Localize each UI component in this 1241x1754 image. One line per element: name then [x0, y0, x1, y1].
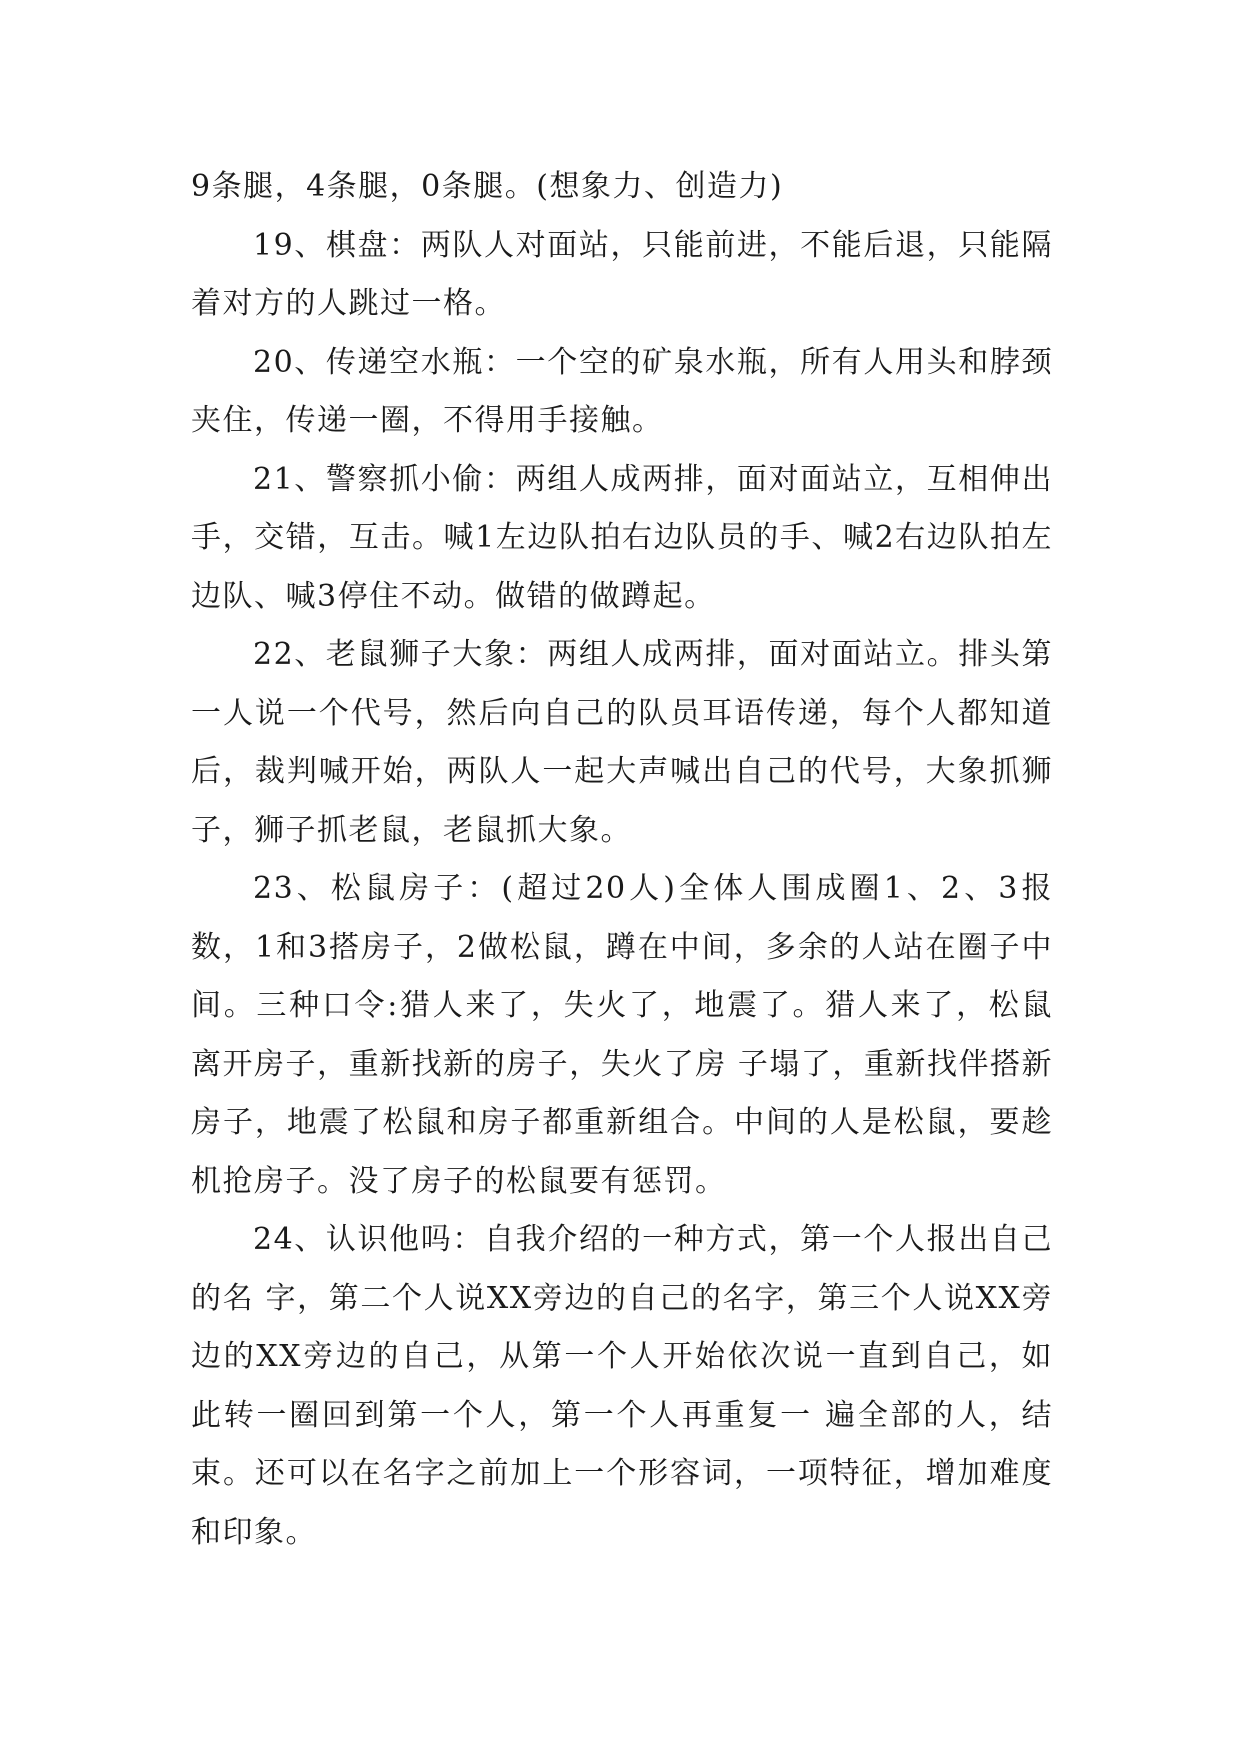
paragraph-item-24: 24、认识他吗：自我介绍的一种方式，第一个人报出自己的名 字，第二个人说XX旁边的自己的名字，第三个人说XX旁边的XX旁边的自己，从第一个人开始依次说一直到自己，如此转一圈回到第一个人，第一个人再重复一 遍全部的人，结束。还可以在名字之前加上一个形容词，一项特征，增加难度和印象。: [191, 1222, 1053, 1550]
paragraph-item-21: 21、警察抓小偷：两组人成两排，面对面站立，互相伸出手，交错，互击。喊1左边队拍右边队员的手、喊2右边队拍左边队、喊3停住不动。做错的做蹲起。: [191, 461, 1053, 614]
paragraph-continuation: 9条腿，4条腿，0条腿。(想象力、创造力): [191, 169, 784, 204]
paragraph-item-23: 23、松鼠房子：(超过20人)全体人围成圈1、2、3报数，1和3搭房子，2做松鼠，蹲在中间，多余的人站在圈子中间。三种口令:猎人来了，失火了，地震了。猎人来了，松鼠离开房子，重新找新的房子，失火了房 子塌了，重新找伴搭新房子，地震了松鼠和房子都重新组合。中间的人是松鼠，要趁机抢房子。没了房子的松鼠要有惩罚。: [191, 871, 1053, 1199]
paragraph-item-20: 20、传递空水瓶：一个空的矿泉水瓶，所有人用头和脖颈夹住，传递一圈，不得用手接触。: [191, 344, 1053, 438]
paragraph-item-19: 19、棋盘：两队人对面站，只能前进，不能后退，只能隔着对方的人跳过一格。: [191, 227, 1053, 321]
document-body: [191, 158, 1053, 1562]
paragraph-item-22: 22、老鼠狮子大象：两组人成两排，面对面站立。排头第一人说一个代号，然后向自己的队员耳语传递，每个人都知道后，裁判喊开始，两队人一起大声喊出自己的代号，大象抓狮子，狮子抓老鼠，老鼠抓大象。: [191, 637, 1053, 848]
